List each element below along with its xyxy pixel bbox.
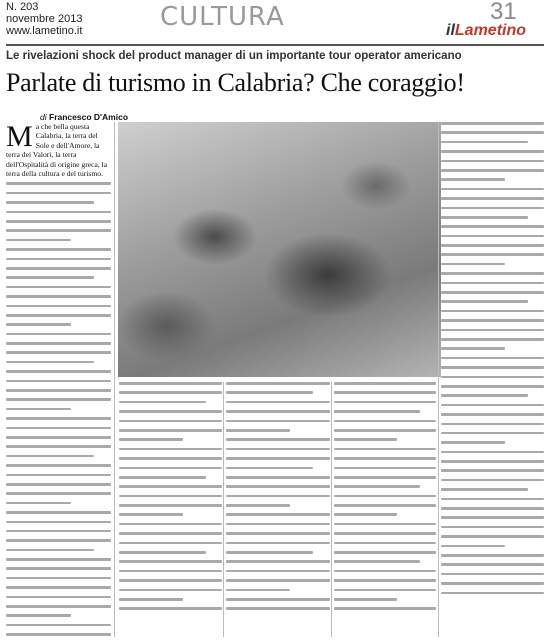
text-line <box>119 598 183 601</box>
text-line <box>6 361 94 364</box>
text-line <box>334 607 436 610</box>
text-line <box>441 207 544 210</box>
text-line <box>441 441 505 444</box>
article-lede <box>6 122 111 178</box>
text-line <box>226 401 330 404</box>
text-line <box>119 391 222 394</box>
text-line <box>119 579 222 582</box>
text-line <box>6 502 71 505</box>
text-line <box>441 253 544 256</box>
issue-number: N. 203 <box>6 1 39 13</box>
text-line <box>441 592 544 595</box>
text-line <box>441 394 528 397</box>
text-line <box>6 445 111 448</box>
website-link[interactable]: www.lametino.it <box>6 25 83 37</box>
text-line <box>226 382 330 385</box>
text-line <box>441 197 544 200</box>
text-line <box>441 300 528 303</box>
text-line <box>6 521 111 524</box>
text-line <box>6 633 111 636</box>
text-line <box>441 319 544 322</box>
text-line <box>6 201 94 204</box>
issue-info <box>6 1 82 37</box>
text-line <box>226 448 330 451</box>
text-line <box>6 539 111 542</box>
byline-label: di <box>40 112 47 122</box>
text-line <box>441 244 544 247</box>
text-line <box>6 351 111 354</box>
text-line <box>226 457 330 460</box>
text-line <box>119 570 222 573</box>
text-line <box>441 235 544 238</box>
text-line <box>441 225 544 228</box>
text-line <box>441 263 505 266</box>
text-line <box>226 504 290 507</box>
text-line <box>226 420 330 423</box>
text-line <box>441 554 544 557</box>
text-line <box>119 589 222 592</box>
text-line <box>441 413 544 416</box>
text-line <box>334 504 436 507</box>
text-line <box>441 310 544 313</box>
text-line <box>226 410 330 413</box>
text-line <box>334 589 436 592</box>
text-line <box>6 276 94 279</box>
text-line <box>226 476 330 479</box>
text-line <box>334 495 436 498</box>
byline-author: Francesco D'Amico <box>49 112 129 122</box>
text-line <box>334 579 436 582</box>
text-line <box>226 391 313 394</box>
text-line <box>6 305 111 308</box>
text-line <box>441 385 544 388</box>
text-line <box>119 560 222 563</box>
text-line <box>441 347 505 350</box>
text-line <box>6 586 111 589</box>
logo-prefix: il <box>446 22 455 39</box>
text-line <box>441 282 544 285</box>
text-line <box>441 338 544 341</box>
text-line <box>6 389 111 392</box>
page-number: 31 <box>490 0 517 25</box>
text-line <box>334 391 436 394</box>
text-line <box>119 513 183 516</box>
text-line <box>334 551 436 554</box>
text-line <box>6 192 111 195</box>
text-line <box>6 436 111 439</box>
text-line <box>119 467 222 470</box>
text-line <box>441 535 544 538</box>
text-line <box>6 567 111 570</box>
text-line <box>6 239 71 242</box>
text-line <box>441 366 544 369</box>
text-line <box>6 511 111 514</box>
text-line <box>334 429 436 432</box>
text-line <box>441 291 544 294</box>
text-line <box>6 220 111 223</box>
column-divider <box>438 122 439 637</box>
text-line <box>119 476 206 479</box>
text-line <box>6 380 111 383</box>
text-line <box>334 485 420 488</box>
text-line <box>119 401 206 404</box>
text-line <box>226 485 330 488</box>
text-line <box>441 545 505 548</box>
text-line <box>226 513 330 516</box>
text-line <box>6 267 111 270</box>
text-column-3 <box>226 382 330 637</box>
text-line <box>441 498 544 501</box>
text-column-5 <box>441 122 544 637</box>
column-1-body <box>6 182 111 637</box>
text-line <box>226 551 313 554</box>
text-line <box>226 542 330 545</box>
text-line <box>226 429 290 432</box>
text-line <box>441 460 544 463</box>
text-line <box>119 420 222 423</box>
text-line <box>441 131 544 134</box>
drop-cap: M <box>6 122 33 153</box>
article-headline: Parlate di turismo in Calabria? Che coraggio! <box>6 68 465 97</box>
text-line <box>441 479 544 482</box>
text-column-4 <box>334 382 436 637</box>
text-line <box>334 598 397 601</box>
text-line <box>334 420 436 423</box>
text-line <box>441 150 544 153</box>
text-line <box>334 457 436 460</box>
text-line <box>441 160 544 163</box>
text-line <box>6 558 111 561</box>
text-line <box>441 188 544 191</box>
text-line <box>119 438 183 441</box>
text-line <box>6 455 94 458</box>
text-line <box>6 248 111 251</box>
text-line <box>441 516 544 519</box>
logo-name: Lametino <box>454 22 527 39</box>
text-line <box>441 272 544 275</box>
text-line <box>226 467 313 470</box>
text-line <box>441 469 544 472</box>
text-line <box>6 483 111 486</box>
text-line <box>6 258 111 261</box>
article-kicker: Le rivelazioni shock del product manager di un importante tour operator americano <box>6 50 462 62</box>
text-line <box>6 314 111 317</box>
text-line <box>226 579 330 582</box>
text-line <box>334 448 436 451</box>
top-divider <box>6 44 544 46</box>
text-line <box>6 427 111 430</box>
text-line <box>441 582 544 585</box>
text-line <box>6 614 71 617</box>
section-title: CULTURA <box>160 2 285 32</box>
text-line <box>119 532 222 535</box>
text-line <box>226 560 330 563</box>
text-line <box>441 526 544 529</box>
text-line <box>6 577 111 580</box>
text-line <box>119 448 222 451</box>
text-line <box>334 401 436 404</box>
text-line <box>119 607 222 610</box>
text-line <box>441 178 505 181</box>
text-line <box>6 370 111 373</box>
text-line <box>441 404 544 407</box>
issue-date: novembre 2013 <box>6 13 83 25</box>
text-line <box>441 432 544 435</box>
text-line <box>226 598 330 601</box>
column-divider <box>114 122 115 637</box>
text-line <box>6 624 111 627</box>
text-line <box>6 408 71 411</box>
text-line <box>441 507 544 510</box>
rocky-coast-photo-icon <box>118 122 441 377</box>
text-line <box>226 438 330 441</box>
text-line <box>441 573 544 576</box>
text-line <box>334 410 420 413</box>
text-line <box>441 122 544 125</box>
text-line <box>226 589 290 592</box>
text-column-2 <box>119 382 222 637</box>
text-line <box>334 438 397 441</box>
text-line <box>441 216 528 219</box>
text-column-1 <box>6 122 111 637</box>
text-line <box>334 532 436 535</box>
text-line <box>119 495 222 498</box>
text-line <box>334 513 397 516</box>
text-line <box>334 542 436 545</box>
text-line <box>119 542 222 545</box>
text-line <box>334 560 420 563</box>
text-line <box>334 476 436 479</box>
text-line <box>441 169 544 172</box>
text-line <box>6 474 111 477</box>
text-line <box>119 523 222 526</box>
text-line <box>119 429 222 432</box>
text-line <box>119 410 222 413</box>
lede-text: a che bella questa Calabria, la terra del Sole e dell'Amore, la terra dei Valori, la terra dell'Ospitalità di origine greca, la terra della cultura e del turismo. <box>6 122 108 179</box>
text-line <box>6 295 111 298</box>
text-line <box>6 211 111 214</box>
text-line <box>441 488 528 491</box>
text-line <box>6 492 111 495</box>
text-line <box>441 329 544 332</box>
column-divider <box>223 382 224 637</box>
text-line <box>6 286 111 289</box>
column-divider <box>331 382 332 637</box>
text-line <box>441 141 528 144</box>
text-line <box>119 485 222 488</box>
text-line <box>6 182 111 185</box>
text-line <box>6 323 71 326</box>
text-line <box>6 530 111 533</box>
text-line <box>334 467 436 470</box>
masthead <box>0 0 550 44</box>
article-byline <box>40 112 128 122</box>
text-line <box>119 551 206 554</box>
logo <box>446 22 526 40</box>
text-line <box>226 523 330 526</box>
text-line <box>6 596 111 599</box>
text-line <box>441 563 544 566</box>
text-line <box>226 570 330 573</box>
text-line <box>6 605 111 608</box>
text-line <box>6 342 111 345</box>
text-line <box>226 532 330 535</box>
text-line <box>226 495 330 498</box>
text-line <box>6 333 111 336</box>
text-line <box>6 229 111 232</box>
text-line <box>226 607 330 610</box>
text-line <box>119 504 222 507</box>
text-line <box>119 382 222 385</box>
text-line <box>6 464 111 467</box>
text-line <box>6 417 111 420</box>
text-line <box>334 570 436 573</box>
text-line <box>119 457 222 460</box>
text-line <box>441 376 544 379</box>
text-line <box>441 357 544 360</box>
text-line <box>334 523 436 526</box>
text-line <box>334 382 436 385</box>
text-line <box>6 549 94 552</box>
text-line <box>6 398 111 401</box>
text-line <box>441 423 544 426</box>
text-line <box>441 451 544 454</box>
